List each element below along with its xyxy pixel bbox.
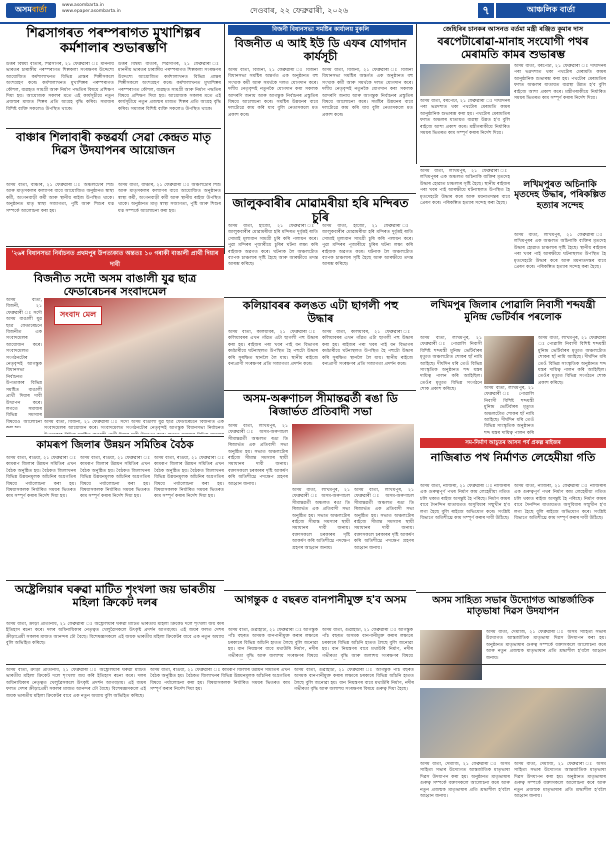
- article-body-lakhimpur-body: অসম বাৰ্তা, লখিমপুৰ, ২১ ফেব্ৰুৱাৰী ঃ লখিমপুৰৰ এক অঞ্চলত অচিনাকি ব্যক্তিৰ মৃতদেহ উদ্ধাৰ হোৱাত চাঞ্চল্যৰ সৃষ্টি হৈছে। স্থানীয় ৰাইজৰ পৰা খবৰ পাই আৰক্ষীয়ে ঘটনাস্থলত উপস্থিত হৈ মৃতদেহটো উদ্ধাৰ কৰে আৰু ময়নাতদন্তৰ বাবে প্ৰেৰণ কৰে। পৰিকল্পিত হত্যাৰ সন্দেহ কৰা হৈছে।: [420, 169, 510, 207]
- article-body-temple-theft: অসম বাৰ্তা, হাজো, ২১ ফেব্ৰুৱাৰী ঃ জালুকবাৰীৰ মোৱামৰীয়া হৰি মন্দিৰত দুৰ্বৃত্তই ৰাতি সোমাই মূল্যবান সামগ্ৰী চুৰি কৰি পলায়ন কৰে। পুৱা মন্দিৰৰ পূজাৰীয়ে চুৰিৰ ঘটনা লক্ষ্য কৰি ৰাইজক অৱগত কৰে। ঘটনাক লৈ অঞ্চলটোত ব্যাপক চাঞ্চল্যৰ সৃষ্টি হৈছে আৰু আৰক্ষীয়ে তদন্ত আৰম্ভ কৰিছে।: [228, 224, 318, 268]
- divider: [6, 246, 224, 247]
- divider: [224, 193, 416, 194]
- divider: [6, 664, 606, 665]
- headline-goat-rescue: কলিয়াবৰৰ কলঙত এটা ছাগলী পহু উদ্ধাৰ: [242, 299, 399, 325]
- headline-nazira-road: নাজিৰাত পথ নিৰ্মাণত লেহেমীয়া গতি: [430, 451, 596, 464]
- headline-barpeta-road: বৰপেটাৰোৱা-মানাহ সংযোগী পথৰ মেৰামতি কামৰ শুভাৰম্ভ: [437, 35, 589, 61]
- issue-date: দেওবাৰ, ২২ ফেব্ৰুৱাৰী, ২০২৬: [250, 6, 349, 15]
- divider: [6, 128, 221, 129]
- article-body-barpeta-road: অসম বাৰ্তা, বৰপেটা, ২১ ফেব্ৰুৱাৰী ঃ দীৰ্ঘদিনৰ পৰা ভগ্নদশাত থকা পথটোৰ মেৰামতি কামৰ আনুষ্ঠানিক শুভাৰম্ভ কৰা হয়। পথটোৰ মেৰামতিৰ ফলত অঞ্চলৰ যাতায়ত ব্যৱস্থা উন্নত হ'ব বুলি ৰাইজে আশা প্ৰকাশ কৰে। মন্ত্ৰীগৰাকীয়ে নিৰ্ধাৰিত সময়ৰ ভিতৰত কাম সম্পূৰ্ণ কৰাৰ নিৰ্দেশ দিয়ে।: [420, 99, 510, 137]
- article-body-kamrup-more: অসম বাৰ্তা, ৰঙিয়া, ২১ ফেব্ৰুৱাৰী ঃ কামৰূপ জিলাৰ উন্নয়ন সমিতিৰ এখন বৈঠক অনুষ্ঠিত হয়। বৈঠকত জিলাখনৰ বিভিন্ন উন্নয়নমূলক আঁচনিৰ অগ্ৰগতিৰ বিষয়ে পৰ্যালোচনা কৰা হয়। বিষয়াসকলক নিৰ্ধাৰিত সময়ৰ ভিতৰত কাম সম্পূৰ্ণ কৰাৰ নিৰ্দেশ দিয়া হয়।: [150, 668, 290, 693]
- divider: [224, 297, 416, 298]
- kicker-barpeta-road: জেহিৰিৰ চানকৰ আসনত বৰ্তমা মন্ত্ৰী ৰঞ্জিত কুমাৰ দাস: [442, 25, 584, 33]
- photo-press-meet: [44, 298, 224, 418]
- subhead-bengali-candidates: '২৬ৰ বিধানসভা নিৰ্বাচনত প্ৰথমপুৰ উপত্যকাত অন্ততঃ ১০ গৰাকী বাঙালী প্ৰাৰ্থী দিয়াৰ দাবী: [6, 248, 224, 270]
- photo-caption: অসম বাৰ্তা, বিজনী, ২১ ফেব্ৰুৱাৰী ঃ সদৌ অসম বাঙালী যুৱ ছাত্ৰ ফেডাৰেচনে বিজনীত এক সংবাদমেলৰ আয়োজন কৰে। সংবাদমেলত সংগঠনটোৰ নেতৃবৃন্দই আগন্তুক বিধানসভা নিৰ্বাচনত: [44, 420, 224, 432]
- headline-sound-artist: লখিমপুৰ জিলাৰ পোৱালি নিবাসী শব্দযন্ত্ৰী মুনিন্দ্ৰ ভেটিৰ্বাৰ পৰলোক: [430, 300, 596, 323]
- headline-mothers-day: বাঞ্চাৰ শিলাবাৰী কন্তৱৰ্যা সেৱা কেন্দ্ৰত মাতৃ দিৱস উদযাপনৰ আয়োজন: [15, 130, 212, 158]
- photo-literature-stage: [420, 688, 606, 758]
- column-divider: [224, 24, 225, 254]
- divider: [6, 436, 224, 437]
- headline-border-protest: অসম-অৰুণাচল সীমান্তৱৰ্তী ৰঙা ডি ৰিজাৰ্ভত প্ৰতিবাদী সভা: [243, 392, 398, 418]
- headline-women-cricket: অষ্ট্ৰেলিয়াৰ ঘৰুৱা মাটিত শৃংখলা জয় ভাৰতীয় মহিলা ক্ৰিকেট দলৰ: [14, 583, 216, 609]
- article-body-mothers-day-cont: অসম বাৰ্তা, বাঞ্চাৰ, ২১ ফেব্ৰুৱাৰী ঃ অঞ্চলটোৰ শিশু আৰু মাতৃসকলৰ কল্যাণৰ বাবে আয়োজিত অনুষ্ঠানত স্বাস্থ্য কৰ্মী, অংগনবাড়ী কৰ্মী আৰু স্থানীয় ৰাইজ উপস্থিত থাকে। অনুষ্ঠানত মাতৃ স্বাস্থ্য সজাগতা, পুষ্টি আৰু শিশুৰ যত্ন সম্পৰ্কে আলোচনা কৰা হয়।: [118, 183, 221, 214]
- headline-bengali-youth: বিজনীত সদৌ অসম বাঙালী যুৱ ছাত্ৰ ফেডাৰেচনৰ সংবাদমেল: [33, 272, 197, 298]
- article-body-border-protest-cont: অসম বাৰ্তা, লখিমপুৰ, ২১ ফেব্ৰুৱাৰী ঃ অসম-অৰুণাচল সীমান্তৱৰ্তী অঞ্চলত ৰঙা ডি ৰিজাৰ্ভত এক প্ৰতিবাদী সভা অনুষ্ঠিত হয়। সভাত অঞ্চলটোৰ ৰাইজে সীমান্ত সমস্যাৰ স্থায়ী সমাধানৰ দাবী জনায়। বক্তাসকলে চৰকাৰৰ দৃষ্টি আকৰ্ষণ কৰি অতিশীঘ্ৰে পদক্ষেপ গ্ৰহণৰ আহ্বান জনায়।: [292, 488, 350, 551]
- article-body-flood-free-more: অসম বাৰ্তা, গুৱাহাটী, ২১ ফেব্ৰুৱাৰী ঃ আগন্তুক পাঁচ বছৰত অসমক বানপানীমুক্ত কৰাৰ লক্ষ্যৰে চৰকাৰে বিভিন্ন আঁচনি হাতত লৈছে বুলি জনোৱা হয়। বান নিয়ন্ত্ৰণৰ বাবে মথাউৰি নিৰ্মাণ, নদীৰ গভীৰতা বৃদ্ধি আৰু জলাশয় সংৰক্ষণৰ বিষয়ে গুৰুত্ব দিয়া হৈছে।: [294, 668, 414, 693]
- article-body-women-cricket: অসম বাৰ্তা, ক্ৰীড়া প্ৰতিনিধি, ২১ ফেব্ৰুৱাৰী ঃ অষ্ট্ৰেলিয়াৰ ঘৰুৱা মাটিত ভাৰতীয় মহিলা ক্ৰিকেট দলে শৃংখলা জয় কৰি ইতিহাস ৰচনা কৰে। দলৰ অধিনায়িকাৰ নেতৃত্বত খেলুৱৈসকলে উৎকৃষ্ট প্ৰদৰ্শন আগবঢ়ায়। এই জয়ৰ ফলত দেশৰ ক্ৰীড়াপ্ৰেমী সকলৰ মাজত আনন্দৰ ঢৌ বৈছে। বিশেষজ্ঞসকলে এই জয়ক ভাৰতীয় মহিলা ক্ৰিকেটৰ বাবে এক নতুন অধ্যায় বুলি অভিহিত কৰিছে।: [6, 622, 224, 647]
- headline-temple-theft: জালুকবাৰীৰ মোৱামৰীয়া হৰি মন্দিৰত চুৰি: [232, 196, 409, 224]
- article-body-goat-rescue-cont: অসম বাৰ্তা, কলিয়াবৰ, ২১ ফেব্ৰুৱাৰী ঃ কলিয়াবৰৰ এখন গাঁৱত এটা ছাগলী পহু উদ্ধাৰ কৰা হয়। ৰাইজৰ পৰা খবৰ পাই বন বিভাগৰ কৰ্মচাৰীয়ে ঘটনাস্থলত উপস্থিত হৈ পহুটো উদ্ধাৰ কৰি সুৰক্ষিত স্থানলৈ লৈ যায়। স্থানীয় ৰাইজে বন্যপ্ৰাণী সংৰক্ষণৰ প্ৰতি সজাগতা প্ৰদৰ্শন কৰে।: [322, 330, 413, 368]
- divider: [224, 390, 416, 391]
- article-body-mask-workshop-cont: উত্তৰ বিশ্বৰ্য্য বাতৰি, শিৱসাগৰ, ২১ ফেব্ৰুৱাৰী ঃ মাননীয় ভাৰতৰ চাৰাঙ্গীয় পৰম্পৰাগত শিল্পকলা সংৰক্ষণৰ উদ্দেশ্যে আয়োজিত কৰ্মশালাখনত বিভিন্ন প্ৰান্তৰ শিল্পীসকলে অংশগ্ৰহণ কৰে। কৰ্মশালাখনত মুখাশিল্পৰ পৰম্পৰাগত কৌশল, ব্যৱহৃত সামগ্ৰী আৰু নিৰ্মাণ পদ্ধতিৰ বিষয়ে প্ৰশিক্ষণ দিয়া হয়। আয়োজক সকলৰ মতে এই কাৰ্যসূচীয়ে নতুন প্ৰজন্মৰ মাজত শিল্পৰ প্ৰতি আগ্ৰহ বৃদ্ধি কৰিব। সমাজৰ বিশিষ্ট ব্যক্তি সকলেও উপস্থিত থাকে।: [118, 62, 221, 112]
- headline-mother-language-day: অসম সাহিত্য সভাৰ উদ্যোগত আন্তৰ্জাতিক মাতৃভাষা দিৱস উদযাপন: [432, 595, 594, 617]
- banner-bijni-office: বিজনী বিধানসভা সমষ্টিৰ কাৰ্যালয় মুকলি: [228, 25, 413, 35]
- article-body-mother-language-day: অসম বাৰ্তা, দেমাজি, ২১ ফেব্ৰুৱাৰী ঃ অসম সাহিত্য সভাৰ উদ্যোগত আন্তৰ্জাতিক মাতৃভাষা দিৱস উদযাপন কৰা হয়। অনুষ্ঠানত মাতৃভাষাৰ গুৰুত্ব সম্পৰ্কে বক্তাসকলে আলোচনা কৰে আৰু নতুন প্ৰজন্মক মাতৃভাষাৰ প্ৰতি শ্ৰদ্ধাশীল হ'বলৈ আহ্বান জনায়।: [486, 630, 606, 661]
- page-number: ৭: [478, 3, 494, 18]
- banner-nazira: সম-নিৰ্মাণ আচুতৰ আসন পৰ্ব প্ৰকল্প ৰাইজৰ: [420, 438, 606, 448]
- article-body-mother-language-more: অসম বাৰ্তা, দেমাজি, ২১ ফেব্ৰুৱাৰী ঃ অসম সাহিত্য সভাৰ উদ্যোগত আন্তৰ্জাতিক মাতৃভাষা দিৱস উদযাপন কৰা হয়। অনুষ্ঠানত মাতৃভাষাৰ গুৰুত্ব সম্পৰ্কে বক্তাসকলে আলোচনা কৰে আৰু নতুন প্ৰজন্মক মাতৃভাষাৰ প্ৰতি শ্ৰদ্ধাশীল হ'বলৈ আহ্বান জনায়।: [420, 762, 510, 800]
- article-body-nazira-road-cont: অসম বাৰ্তা, নাজিৰা, ২১ ফেব্ৰুৱাৰী ঃ নাজিৰাৰ এক গুৰুত্বপূৰ্ণ পথৰ নিৰ্মাণ কাম লেহেমীয়া গতিত চলি থকাত ৰাইজ অসন্তুষ্ট হৈ পৰিছে। নিৰ্মাণ কামৰ বাবে দৈনন্দিন যাতায়তত অসুবিধাৰ সন্মুখীন হ'ব লগা হৈছে বুলি ৰাইজে অভিযোগ কৰে। সংশ্লিষ্ট বিভাগে অতিশীঘ্ৰে কাম সম্পূৰ্ণ কৰাৰ দাবী উঠিছে।: [514, 484, 606, 522]
- photo-literature-meet: [420, 630, 482, 680]
- headline-flood-free: আগন্তুক ৫ বছৰত বানপানীমুক্ত হ'ব অসম: [234, 594, 407, 606]
- divider: [6, 580, 224, 581]
- article-body-mothers-day: অসম বাৰ্তা, বাঞ্চাৰ, ২১ ফেব্ৰুৱাৰী ঃ অঞ্চলটোৰ শিশু আৰু মাতৃসকলৰ কল্যাণৰ বাবে আয়োজিত অনুষ্ঠানত স্বাস্থ্য কৰ্মী, অংগনবাড়ী কৰ্মী আৰু স্থানীয় ৰাইজ উপস্থিত থাকে। অনুষ্ঠানত মাতৃ স্বাস্থ্য সজাগতা, পুষ্টি আৰু শিশুৰ যত্ন সম্পৰ্কে আলোচনা কৰা হয়।: [6, 183, 114, 214]
- divider: [416, 592, 606, 593]
- divider: [416, 297, 606, 298]
- headline-lakhimpur-body: লখিমপুৰত অচিনাকি মৃতদেহ উদ্ধাৰ, পৰিকল্পিত হত্যাৰ সন্দেহ: [514, 180, 606, 211]
- article-body-kamrup-meeting-cont2: অসম বাৰ্তা, ৰঙিয়া, ২১ ফেব্ৰুৱাৰী ঃ কামৰূপ জিলাৰ উন্নয়ন সমিতিৰ এখন বৈঠক অনুষ্ঠিত হয়। বৈঠকত জিলাখনৰ বিভিন্ন উন্নয়নমূলক আঁচনিৰ অগ্ৰগতিৰ বিষয়ে পৰ্যালোচনা কৰা হয়। বিষয়াসকলক নিৰ্ধাৰিত সময়ৰ ভিতৰত কাম সম্পূৰ্ণ কৰাৰ নিৰ্দেশ দিয়া হয়।: [154, 456, 224, 500]
- article-body-flood-free: অসম বাৰ্তা, গুৱাহাটী, ২১ ফেব্ৰুৱাৰী ঃ আগন্তুক পাঁচ বছৰত অসমক বানপানীমুক্ত কৰাৰ লক্ষ্যৰে চৰকাৰে বিভিন্ন আঁচনি হাতত লৈছে বুলি জনোৱা হয়। বান নিয়ন্ত্ৰণৰ বাবে মথাউৰি নিৰ্মাণ, নদীৰ গভীৰতা বৃদ্ধি আৰু জলাশয় সংৰক্ষণৰ বিষয়ে: [228, 628, 318, 659]
- headline-aiudf-joining: বিজনীত এ আই ইউ ডি এফৰ যোগদান কাৰ্যসূচী: [234, 37, 407, 63]
- divider: [420, 166, 606, 167]
- article-body-flood-free-cont: অসম বাৰ্তা, গুৱাহাটী, ২১ ফেব্ৰুৱাৰী ঃ আগন্তুক পাঁচ বছৰত অসমক বানপানীমুক্ত কৰাৰ লক্ষ্যৰে চৰকাৰে বিভিন্ন আঁচনি হাতত লৈছে বুলি জনোৱা হয়। বান নিয়ন্ত্ৰণৰ বাবে মথাউৰি নিৰ্মাণ, নদীৰ গভীৰতা বৃদ্ধি আৰু জলাশয় সংৰক্ষণৰ বিষয়ে: [322, 628, 413, 659]
- article-body-kamrup-meeting: অসম বাৰ্তা, ৰঙিয়া, ২১ ফেব্ৰুৱাৰী ঃ কামৰূপ জিলাৰ উন্নয়ন সমিতিৰ এখন বৈঠক অনুষ্ঠিত হয়। বৈঠকত জিলাখনৰ বিভিন্ন উন্নয়নমূলক আঁচনিৰ অগ্ৰগতিৰ বিষয়ে পৰ্যালোচনা কৰা হয়। বিষয়াসকলক নিৰ্ধাৰিত সময়ৰ ভিতৰত কাম সম্পূৰ্ণ কৰাৰ নিৰ্দেশ দিয়া হয়।: [6, 456, 76, 500]
- photo-protest-meeting: [292, 424, 414, 484]
- column-divider: [416, 24, 417, 164]
- article-body-lakhimpur-body-cont: অসম বাৰ্তা, লখিমপুৰ, ২১ ফেব্ৰুৱাৰী ঃ লখিমপুৰৰ এক অঞ্চলত অচিনাকি ব্যক্তিৰ মৃতদেহ উদ্ধাৰ হোৱাত চাঞ্চল্যৰ সৃষ্টি হৈছে। স্থানীয় ৰাইজৰ পৰা খবৰ পাই আৰক্ষীয়ে ঘটনাস্থলত উপস্থিত হৈ মৃতদেহটো উদ্ধাৰ কৰে আৰু ময়নাতদন্তৰ বাবে প্ৰেৰণ কৰে। পৰিকল্পিত হত্যাৰ সন্দেহ কৰা হৈছে।: [514, 233, 606, 271]
- article-body-bengali-youth: অসম বাৰ্তা, বিজনী, ২১ ফেব্ৰুৱাৰী ঃ সদৌ অসম বাঙালী যুৱ ছাত্ৰ ফেডাৰেচনে বিজনীত এক সংবাদমেলৰ আয়োজন কৰে। সংবাদমেলত সংগঠনটোৰ নেতৃবৃন্দই আগন্তুক বিধানসভা নিৰ্বাচনত উপত্যকাৰ বিভিন্ন সমষ্টিত বাঙালী প্ৰাৰ্থী দিয়াৰ দাবী উত্থাপন কৰে। লগতে সমাজৰ বিভিন্ন সমস্যাৰ বিষয়েও আলোচনা: [6, 298, 42, 425]
- article-body-aiudf: অসম বাৰ্তা, বিজনী, ২১ ফেব্ৰুৱাৰী ঃ বিজনী বিধানসভা সমষ্টিৰ অন্তৰ্গত এক অনুষ্ঠানত বহু সংখ্যক কৰ্মী আৰু সমৰ্থকে দলত যোগদান কৰে। দলীয় নেতৃবৃন্দই নতুনকৈ যোগদান কৰা সকলক আদৰণি জনায় আৰু আগন্তুক নিৰ্বাচনৰ প্ৰস্তুতিৰ বিষয়ে আলোচনা কৰে। সমষ্টিৰ উন্নয়নৰ বাবে দলটোৱে কাম কৰি যাব বুলি নেতাসকলে মত প্ৰকাশ কৰে।: [228, 68, 318, 118]
- section-title: আঞ্চলিক বাৰ্তা: [496, 3, 606, 18]
- article-body-women-cricket-more: অসম বাৰ্তা, ক্ৰীড়া প্ৰতিনিধি, ২১ ফেব্ৰুৱাৰী ঃ অষ্ট্ৰেলিয়াৰ ঘৰুৱা মাটিত ভাৰতীয় মহিলা ক্ৰিকেট দলে শৃংখলা জয় কৰি ইতিহাস ৰচনা কৰে। দলৰ অধিনায়িকাৰ নেতৃত্বত খেলুৱৈসকলে উৎকৃষ্ট প্ৰদৰ্শন আগবঢ়ায়। এই জয়ৰ ফলত দেশৰ ক্ৰীড়াপ্ৰেমী সকলৰ মাজত আনন্দৰ ঢৌ বৈছে। বিশেষজ্ঞসকলে এই জয়ক ভাৰতীয় মহিলা ক্ৰিকেটৰ বাবে এক নতুন অধ্যায় বুলি অভিহিত কৰিছে।: [6, 668, 146, 699]
- photo-deceased-artist: [484, 336, 534, 384]
- article-body-sound-artist-cont2: অসম বাৰ্তা, লখিমপুৰ, ২১ ফেব্ৰুৱাৰী ঃ পোৱালি নিবাসী বিশিষ্ট শব্দযন্ত্ৰী মুনিন্দ্ৰ ভেটিৰ্বাৰৰ মৃত্যুত অঞ্চলটোত শোকৰ ছাঁ নামি আহিছে। দীৰ্ঘদিন ধৰি তেওঁ বিভিন্ন সাংস্কৃতিক অনুষ্ঠানত শব্দ যন্ত্ৰৰ দায়িত্ব পালন কৰি আহিছিল। তেওঁৰ মৃত্যুত বিভিন্ন সংগঠনে শোক প্ৰকাশ কৰিছে।: [538, 336, 606, 386]
- headline-mask-workshop: শিৱসাগৰত পৰম্পৰাগত মুখাশিল্পৰ কৰ্মশালাৰ শুভাৰম্ভণি: [26, 26, 201, 56]
- article-body-mask-workshop: উত্তৰ বিশ্বৰ্য্য বাতৰি, শিৱসাগৰ, ২১ ফেব্ৰুৱাৰী ঃ মাননীয় ভাৰতৰ চাৰাঙ্গীয় পৰম্পৰাগত শিল্পকলা সংৰক্ষণৰ উদ্দেশ্যে আয়োজিত কৰ্মশালাখনত বিভিন্ন প্ৰান্তৰ শিল্পীসকলে অংশগ্ৰহণ কৰে। কৰ্মশালাখনত মুখাশিল্পৰ পৰম্পৰাগত কৌশল, ব্যৱহৃত সামগ্ৰী আৰু নিৰ্মাণ পদ্ধতিৰ বিষয়ে প্ৰশিক্ষণ দিয়া হয়। আয়োজক সকলৰ মতে এই কাৰ্যসূচীয়ে নতুন প্ৰজন্মৰ মাজত শিল্পৰ প্ৰতি আগ্ৰহ বৃদ্ধি কৰিব। সমাজৰ বিশিষ্ট ব্যক্তি সকলেও উপস্থিত থাকে।: [6, 62, 114, 112]
- newspaper-logo: অসম বাৰ্তা: [6, 3, 56, 18]
- article-body-mother-language-more2: অসম বাৰ্তা, দেমাজি, ২১ ফেব্ৰুৱাৰী ঃ অসম সাহিত্য সভাৰ উদ্যোগত আন্তৰ্জাতিক মাতৃভাষা দিৱস উদযাপন কৰা হয়। অনুষ্ঠানত মাতৃভাষাৰ গুৰুত্ব সম্পৰ্কে বক্তাসকলে আলোচনা কৰে আৰু নতুন প্ৰজন্মক মাতৃভাষাৰ প্ৰতি শ্ৰদ্ধাশীল হ'বলৈ আহ্বান জনায়।: [514, 762, 606, 800]
- website-urls: www.asombarta.in www.epaper.asombarta.in: [62, 3, 121, 14]
- article-body-sound-artist-cont: অসম বাৰ্তা, লখিমপুৰ, ২১ ফেব্ৰুৱাৰী ঃ পোৱালি নিবাসী বিশিষ্ট শব্দযন্ত্ৰী মুনিন্দ্ৰ ভেটিৰ্বাৰৰ মৃত্যুত অঞ্চলটোত শোকৰ ছাঁ নামি আহিছে। দীৰ্ঘদিন ধৰি তেওঁ বিভিন্ন সাংস্কৃতিক অনুষ্ঠানত শব্দ যন্ত্ৰৰ দায়িত্ব পালন কৰি: [484, 386, 534, 436]
- article-body-nazira-road: অসম বাৰ্তা, নাজিৰা, ২১ ফেব্ৰুৱাৰী ঃ নাজিৰাৰ এক গুৰুত্বপূৰ্ণ পথৰ নিৰ্মাণ কাম লেহেমীয়া গতিত চলি থকাত ৰাইজ অসন্তুষ্ট হৈ পৰিছে। নিৰ্মাণ কামৰ বাবে দৈনন্দিন যাতায়তত অসুবিধাৰ সন্মুখীন হ'ব লগা হৈছে বুলি ৰাইজে অভিযোগ কৰে। সংশ্লিষ্ট বিভাগে অতিশীঘ্ৰে কাম সম্পূৰ্ণ কৰাৰ দাবী উঠিছে।: [420, 484, 510, 522]
- headline-kamrup-meeting: কামৰূপ জিলাৰ উন্নয়ন সমিতিৰ বৈঠক: [36, 439, 194, 451]
- article-body-aiudf-cont: অসম বাৰ্তা, বিজনী, ২১ ফেব্ৰুৱাৰী ঃ বিজনী বিধানসভা সমষ্টিৰ অন্তৰ্গত এক অনুষ্ঠানত বহু সংখ্যক কৰ্মী আৰু সমৰ্থকে দলত যোগদান কৰে। দলীয় নেতৃবৃন্দই নতুনকৈ যোগদান কৰা সকলক আদৰণি জনায় আৰু আগন্তুক নিৰ্বাচনৰ প্ৰস্তুতিৰ বিষয়ে আলোচনা কৰে। সমষ্টিৰ উন্নয়নৰ বাবে দলটোৱে কাম কৰি যাব বুলি নেতাসকলে মত প্ৰকাশ কৰে।: [322, 68, 413, 118]
- article-body-barpeta-road-cont: অসম বাৰ্তা, বৰপেটা, ২১ ফেব্ৰুৱাৰী ঃ দীৰ্ঘদিনৰ পৰা ভগ্নদশাত থকা পথটোৰ মেৰামতি কামৰ আনুষ্ঠানিক শুভাৰম্ভ কৰা হয়। পথটোৰ মেৰামতিৰ ফলত অঞ্চলৰ যাতায়ত ব্যৱস্থা উন্নত হ'ব বুলি ৰাইজে আশা প্ৰকাশ কৰে। মন্ত্ৰীগৰাকীয়ে নিৰ্ধাৰিত সময়ৰ ভিতৰত কাম সম্পূৰ্ণ কৰাৰ নিৰ্দেশ দিয়ে।: [514, 64, 606, 102]
- article-body-kamrup-meeting-cont: অসম বাৰ্তা, ৰঙিয়া, ২১ ফেব্ৰুৱাৰী ঃ কামৰূপ জিলাৰ উন্নয়ন সমিতিৰ এখন বৈঠক অনুষ্ঠিত হয়। বৈঠকত জিলাখনৰ বিভিন্ন উন্নয়নমূলক আঁচনিৰ অগ্ৰগতিৰ বিষয়ে পৰ্যালোচনা কৰা হয়। বিষয়াসকলক নিৰ্ধাৰিত সময়ৰ ভিতৰত কাম সম্পূৰ্ণ কৰাৰ নিৰ্দেশ দিয়া হয়।: [80, 456, 150, 500]
- article-body-goat-rescue: অসম বাৰ্তা, কলিয়াবৰ, ২১ ফেব্ৰুৱাৰী ঃ কলিয়াবৰৰ এখন গাঁৱত এটা ছাগলী পহু উদ্ধাৰ কৰা হয়। ৰাইজৰ পৰা খবৰ পাই বন বিভাগৰ কৰ্মচাৰীয়ে ঘটনাস্থলত উপস্থিত হৈ পহুটো উদ্ধাৰ কৰি সুৰক্ষিত স্থানলৈ লৈ যায়। স্থানীয় ৰাইজে বন্যপ্ৰাণী সংৰক্ষণৰ প্ৰতি সজাগতা প্ৰদৰ্শন কৰে।: [228, 330, 318, 368]
- press-meet-sign: সংবাদ মেল: [54, 306, 102, 325]
- article-body-temple-theft-cont: অসম বাৰ্তা, হাজো, ২১ ফেব্ৰুৱাৰী ঃ জালুকবাৰীৰ মোৱামৰীয়া হৰি মন্দিৰত দুৰ্বৃত্তই ৰাতি সোমাই মূল্যবান সামগ্ৰী চুৰি কৰি পলায়ন কৰে। পুৱা মন্দিৰৰ পূজাৰীয়ে চুৰিৰ ঘটনা লক্ষ্য কৰি ৰাইজক অৱগত কৰে। ঘটনাক লৈ অঞ্চলটোত ব্যাপক চাঞ্চল্যৰ সৃষ্টি হৈছে আৰু আৰক্ষীয়ে তদন্ত আৰম্ভ কৰিছে।: [322, 224, 413, 268]
- article-body-border-protest: অসম বাৰ্তা, লখিমপুৰ, ২১ ফেব্ৰুৱাৰী ঃ অসম-অৰুণাচল সীমান্তৱৰ্তী অঞ্চলত ৰঙা ডি ৰিজাৰ্ভত এক প্ৰতিবাদী সভা অনুষ্ঠিত হয়। সভাত অঞ্চলটোৰ ৰাইজে সীমান্ত সমস্যাৰ স্থায়ী সমাধানৰ দাবী জনায়। বক্তাসকলে চৰকাৰৰ দৃষ্টি আকৰ্ষণ কৰি অতিশীঘ্ৰে পদক্ষেপ গ্ৰহণৰ আহ্বান জনায়।: [228, 424, 288, 487]
- article-body-sound-artist: অসম বাৰ্তা, লখিমপুৰ, ২১ ফেব্ৰুৱাৰী ঃ পোৱালি নিবাসী বিশিষ্ট শব্দযন্ত্ৰী মুনিন্দ্ৰ ভেটিৰ্বাৰৰ মৃত্যুত অঞ্চলটোত শোকৰ ছাঁ নামি আহিছে। দীৰ্ঘদিন ধৰি তেওঁ বিভিন্ন সাংস্কৃতিক অনুষ্ঠানত শব্দ যন্ত্ৰৰ দায়িত্ব পালন কৰি আহিছিল। তেওঁৰ মৃত্যুত বিভিন্ন সংগঠনে শোক প্ৰকাশ কৰিছে।: [420, 336, 482, 393]
- article-body-border-protest-cont2: অসম বাৰ্তা, লখিমপুৰ, ২১ ফেব্ৰুৱাৰী ঃ অসম-অৰুণাচল সীমান্তৱৰ্তী অঞ্চলত ৰঙা ডি ৰিজাৰ্ভত এক প্ৰতিবাদী সভা অনুষ্ঠিত হয়। সভাত অঞ্চলটোৰ ৰাইজে সীমান্ত সমস্যাৰ স্থায়ী সমাধানৰ দাবী জনায়। বক্তাসকলে চৰকাৰৰ দৃষ্টি আকৰ্ষণ কৰি অতিশীঘ্ৰে পদক্ষেপ গ্ৰহণৰ আহ্বান জনায়।: [354, 488, 414, 551]
- divider: [224, 590, 416, 591]
- photo-road-inauguration: [420, 64, 510, 96]
